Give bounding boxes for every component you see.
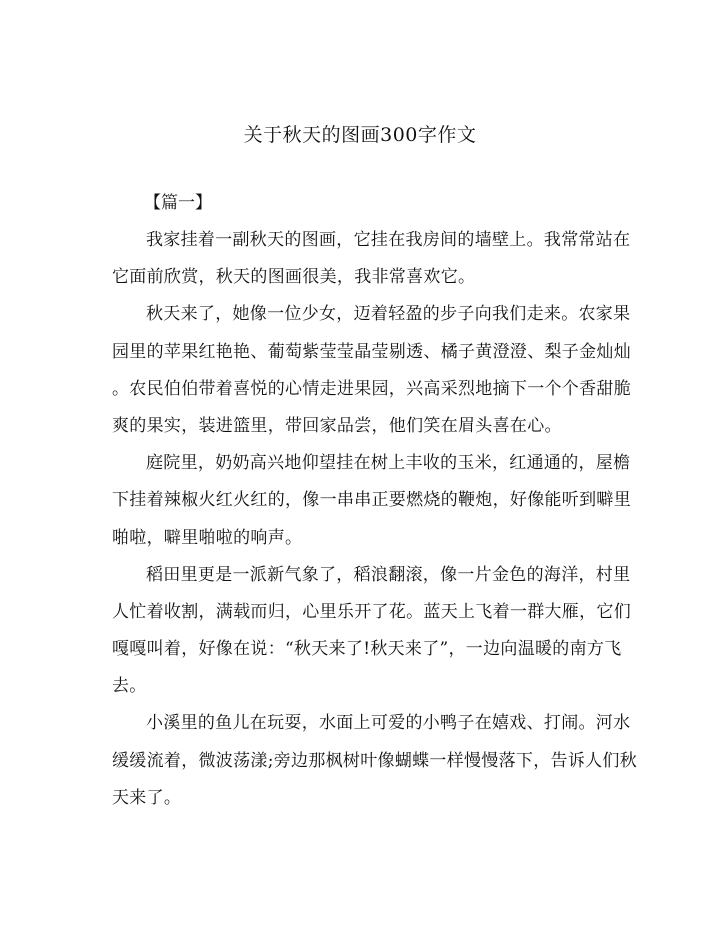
- paragraph-line: 它面前欣赏，秋天的图画很美，我非常喜欢它。: [112, 267, 476, 288]
- paragraph-line: 啪啦，噼里啪啦的响声。: [112, 527, 303, 548]
- paragraph-line: 庭院里，奶奶高兴地仰望挂在树上丰收的玉米，红通通的，屋檐: [146, 453, 631, 474]
- paragraph-line: 园里的苹果红艳艳、葡萄紫莹莹晶莹剔透、橘子黄澄澄、梨子金灿灿: [112, 341, 631, 362]
- paragraph-line: 我家挂着一副秋天的图画，它挂在我房间的墙壁上。我常常站在: [146, 230, 631, 250]
- essay-body: [112, 222, 638, 817]
- paragraph-line: 嘎嘎叫着，好像在说：“秋天来了!秋天来了”，一边向温暖的南方飞: [112, 639, 622, 660]
- paragraph-line: 稻田里更是一派新气象了，稻浪翻滚，像一片金色的海洋，村里: [146, 564, 631, 585]
- paragraph-line: 秋天来了，她像一位少女，迈着轻盈的步子向我们走来。农家果: [146, 304, 631, 325]
- paragraph-line: 人忙着收割，满载而归，心里乐开了花。蓝天上飞着一群大雁，它们: [112, 601, 631, 622]
- section-label: 【篇一】: [144, 193, 212, 213]
- paragraph-line: 去。: [112, 676, 147, 697]
- paragraph-line: 下挂着辣椒火红火红的，像一串串正要燃烧的鞭炮，好像能听到噼里: [112, 490, 631, 511]
- paragraph-line: 缓缓流着，微波荡漾;旁边那枫树叶像蝴蝶一样慢慢落下，告诉人们秋: [112, 750, 638, 771]
- paragraph-line: 。农民伯伯带着喜悦的心情走进果园，兴高采烈地摘下一个个香甜脆: [112, 378, 631, 399]
- paragraph-line: 天来了。: [112, 787, 182, 808]
- paragraph-line: 小溪里的鱼儿在玩耍，水面上可爱的小鸭子在嬉戏、打闹。河水: [146, 713, 631, 734]
- essay-title: 关于秋天的图画300字作文: [243, 124, 477, 146]
- paragraph-line: 爽的果实，装进篮里，带回家品尝，他们笑在眉头喜在心。: [112, 415, 562, 436]
